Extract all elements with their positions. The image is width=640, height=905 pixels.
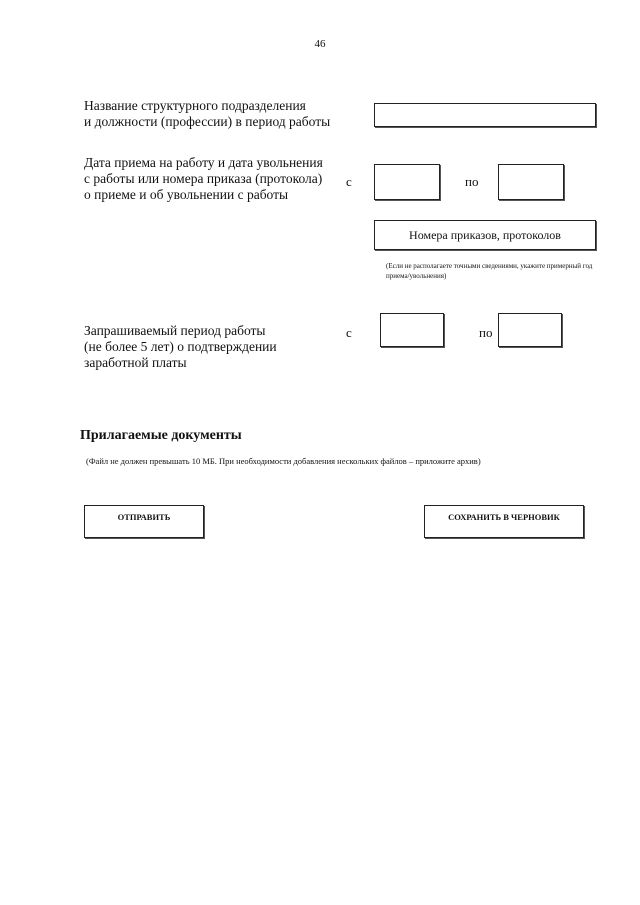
order-numbers-note: (Если не располагаете точными сведениями, укажите примерный год приема/увольнения) (386, 262, 593, 280)
page-number: 46 (314, 38, 326, 50)
dismissal-to-label: по (465, 174, 479, 189)
attached-documents-note: (Файл не должен превышать 10 МБ. При необходимости добавления нескольких файлов – приложите архив) (86, 456, 481, 466)
hire-from-label: с (346, 174, 352, 189)
period-to-label: по (479, 325, 493, 340)
requested-period-label: Запрашиваемый период работы (не более 5 лет) о подтверждении заработной платы (84, 323, 277, 370)
send-button[interactable] (84, 505, 204, 538)
unit-position-label: Название структурного подразделения и должности (профессии) в период работы (84, 98, 331, 129)
save-draft-button[interactable] (424, 505, 584, 538)
dismissal-date-field[interactable] (498, 164, 564, 200)
employment-dates-label: Дата приема на работу и дата увольнения с работы или номера приказа (протокола) о приеме и об увольнении с работы (84, 155, 323, 202)
save-draft-button-label: СОХРАНИТЬ В ЧЕРНОВИК (448, 512, 560, 522)
unit-position-field[interactable] (374, 103, 596, 127)
attached-documents-heading: Прилагаемые документы (80, 428, 242, 443)
period-from-label: с (346, 325, 352, 340)
period-from-field[interactable] (380, 313, 444, 347)
order-numbers-field[interactable] (374, 220, 596, 250)
send-button-label: ОТПРАВИТЬ (117, 512, 171, 522)
hire-date-field[interactable] (374, 164, 440, 200)
period-to-field[interactable] (498, 313, 562, 347)
